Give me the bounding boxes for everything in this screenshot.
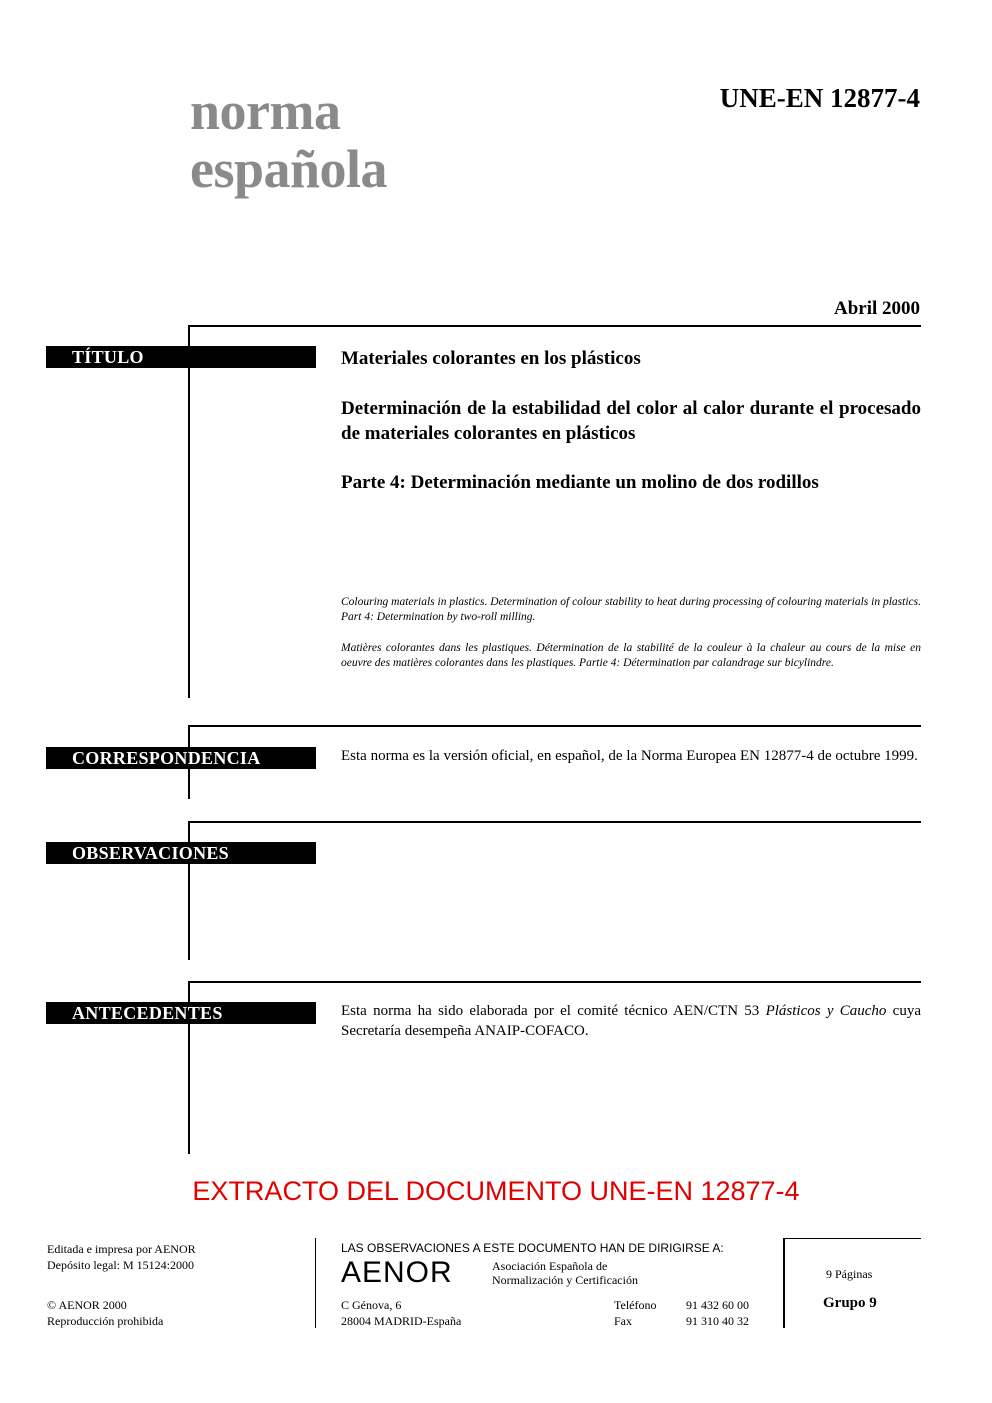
fax-label: Fax bbox=[614, 1314, 632, 1328]
footer-contact-values bbox=[686, 1297, 749, 1329]
label-antecedentes: ANTECEDENTES bbox=[46, 1002, 316, 1024]
antecedentes-text-post: cuya Secretaría desempeña ANAIP-COFACO. bbox=[341, 1003, 921, 1039]
footer-address bbox=[341, 1297, 461, 1329]
label-observaciones: OBSERVACIONES bbox=[46, 842, 316, 864]
correspondencia-text: Esta norma es la versión oficial, en español, de la Norma Europea EN 12877-4 de octubre 1999. bbox=[341, 748, 918, 764]
footer-copyright: © AENOR 2000 bbox=[47, 1298, 127, 1312]
brand-line-2: española bbox=[190, 139, 388, 199]
footer-rights bbox=[47, 1297, 163, 1329]
footer-association bbox=[492, 1259, 638, 1287]
footer-box-left bbox=[783, 1238, 785, 1328]
antecedentes-text bbox=[341, 1001, 921, 1041]
address-line-2: 28004 MADRID-España bbox=[341, 1314, 462, 1328]
section-divider-correspondencia bbox=[188, 725, 921, 727]
footer-contact-labels bbox=[614, 1297, 656, 1329]
footer-observations: LAS OBSERVACIONES A ESTE DOCUMENTO HAN DE DIRIGIRSE A: bbox=[341, 1241, 724, 1255]
assoc-line-1: Asociación Española de bbox=[492, 1259, 608, 1273]
section-vline-titulo bbox=[188, 325, 190, 698]
publication-date: Abril 2000 bbox=[833, 298, 920, 319]
phone-number: 91 432 60 00 bbox=[686, 1298, 749, 1312]
doc-part: Parte 4: Determinación mediante un molino de dos rodillos bbox=[341, 472, 819, 493]
extract-watermark: EXTRACTO DEL DOCUMENTO UNE-EN 12877-4 bbox=[192, 1176, 800, 1206]
antecedentes-text-pre: Esta norma ha sido elaborada por el comité técnico AEN/CTN 53 bbox=[341, 1003, 766, 1019]
fax-number: 91 310 40 32 bbox=[686, 1314, 749, 1328]
footer-publisher bbox=[47, 1241, 196, 1273]
page-count: 9 Páginas bbox=[826, 1267, 873, 1281]
footer-reproduction: Reproducción prohibida bbox=[47, 1314, 164, 1328]
phone-label: Teléfono bbox=[614, 1298, 657, 1312]
address-line-1: C Génova, 6 bbox=[341, 1298, 402, 1312]
section-divider-titulo bbox=[188, 325, 921, 327]
label-correspondencia: CORRESPONDENCIA bbox=[46, 747, 316, 769]
footer-vline-left bbox=[315, 1238, 316, 1328]
french-title: Matières colorantes dans les plastiques. Détermination de la stabilité de la couleur à la chaleur au cours de la mise en oeuvre des matières colorantes dans les plastiques. Partie 4: Détermination par calandrage sur bicylindre. bbox=[341, 642, 921, 669]
brand-title bbox=[190, 82, 387, 198]
english-title: Colouring materials in plastics. Determination of colour stability to heat during processing of colouring materials in plastics. Part 4: Determination by two-roll milling. bbox=[341, 596, 921, 623]
section-divider-antecedentes bbox=[188, 981, 921, 983]
standard-code: UNE-EN 12877-4 bbox=[719, 83, 920, 113]
brand-line-1: norma bbox=[190, 81, 341, 141]
doc-subtitle: Determinación de la estabilidad del color al calor durante el procesado de materiales colorantes en plásticos bbox=[341, 398, 921, 444]
assoc-line-2: Normalización y Certificación bbox=[492, 1273, 638, 1287]
antecedentes-committee: Plásticos y Caucho bbox=[765, 1003, 887, 1019]
price-group: Grupo 9 bbox=[823, 1295, 877, 1311]
section-divider-observaciones bbox=[188, 821, 921, 823]
aenor-logo: AENOR bbox=[341, 1256, 453, 1289]
doc-title: Materiales colorantes en los plásticos bbox=[341, 348, 641, 369]
label-titulo: TÍTULO bbox=[46, 346, 316, 368]
footer-box-top bbox=[783, 1238, 921, 1239]
footer-edited: Editada e impresa por AENOR bbox=[47, 1242, 196, 1256]
footer-legal: Depósito legal: M 15124:2000 bbox=[47, 1258, 194, 1272]
